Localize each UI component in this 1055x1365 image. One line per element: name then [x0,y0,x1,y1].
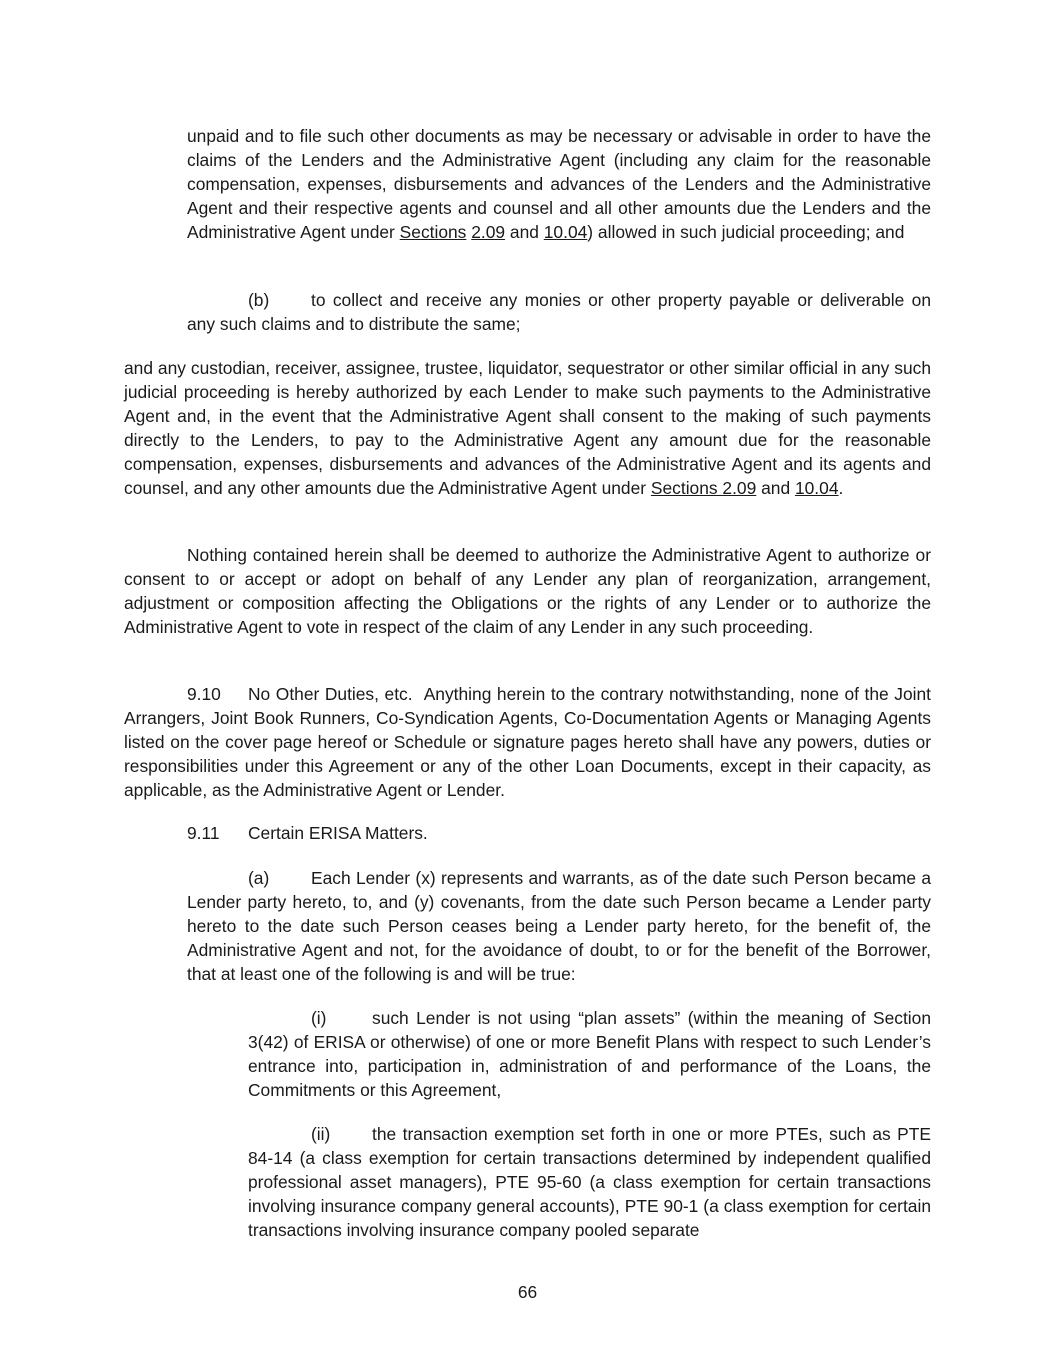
clause-label: (i) [311,1008,327,1028]
clause-label: (b) [248,290,270,310]
paragraph-claims-continuation [187,124,931,244]
clause-text: the transaction exemption set forth in one or more PTEs, such as PTE 84-14 (a class exemption for certain transactions determined by independent qualified professional asset managers), PTE 95-60 (a class exemption for certain transactions involving insurance company general accounts), PTE 90-1 (a class exemption for certain transactions involving insurance company pooled separate [248,1124,931,1240]
section-reference-10-04: 10.04 [794,478,839,498]
section-heading: Certain ERISA Matters. [248,823,428,843]
paragraph-text: unpaid and to file such other documents as may be necessary or advisable in order to have the claims of the Lenders and the Administrative Agent (including any claim for the reasonable compensation, expenses, disbursements and advances of the Lenders and the Administrative Agent and their respective agents and counsel and all other amounts due the Lenders and the Administrative Agent under [187,126,931,242]
paragraph-text: and any custodian, receiver, assignee, trustee, liquidator, sequestrator or other similar official in any such judicial proceeding is hereby authorized by each Lender to make such payments to the Administrative Agent and, in the event that the Administrative Agent shall consent to the making of such payments directly to the Lenders, to pay to the Administrative Agent any amount due for the reasonable compensation, expenses, disbursements and advances of the Administrative Agent and its agents and counsel, and any other amounts due the Administrative Agent under [124,358,931,498]
section-heading: No Other Duties, etc. [248,684,413,704]
clause-ii [248,1122,931,1242]
section-reference: Sections [399,222,467,242]
paragraph-custodian [124,356,931,500]
section-number: 9.10 [187,684,221,704]
clause-i [248,1006,931,1102]
paragraph-text: ) allowed in such judicial proceeding; and [587,222,905,242]
section-9-10 [124,682,931,802]
section-reference-10-04: 10.04 [543,222,588,242]
page-number: 66 [517,1282,538,1302]
section-reference-2-09: 2.09 [471,222,506,242]
clause-a [187,866,931,986]
clause-b [187,288,931,336]
section-text: Anything herein to the contrary notwithstanding, none of the Joint Arrangers, Joint Book Runners, Co-Syndication Agents, Co-Documentation Agents or Managing Agents listed on the cover page hereof or Schedule or signature pages hereto shall have any powers, duties or responsibilities under this Agreement or any of the other Loan Documents, except in their capacity, as applicable, as the Administrative Agent or Lender. [124,684,932,800]
conjunction: and [505,222,544,242]
conjunction: and [756,478,795,498]
section-9-11 [187,821,931,845]
clause-label: (ii) [311,1124,331,1144]
section-number: 9.11 [187,823,220,843]
clause-text: such Lender is not using “plan assets” (within the meaning of Section 3(42) of ERISA or otherwise) of one or more Benefit Plans with respect to such Lender’s entrance into, participation in, administration of and performance of the Loans, the Commitments or this Agreement, [248,1008,931,1100]
clause-text: Each Lender (x) represents and warrants, as of the date such Person became a Lender party hereto, to, and (y) covenants, from the date such Person became a Lender party hereto to the date such Person ceases being a Lender party hereto, for the benefit of, the Administrative Agent and not, for the avoidance of doubt, to or for the benefit of the Borrower, that at least one of the following is and will be true: [187,868,931,984]
section-reference-2-09: Sections 2.09 [650,478,757,498]
paragraph-nothing-contained [124,543,931,639]
clause-label: (a) [248,868,270,888]
clause-text: to collect and receive any monies or other property payable or deliverable on any such claims and to distribute the same; [187,290,931,334]
paragraph-text: Nothing contained herein shall be deemed to authorize the Administrative Agent to authorize or consent to or accept or adopt on behalf of any Lender any plan of reorganization, arrangement, adjustment or composition affecting the Obligations or the rights of any Lender or to authorize the Administrative Agent to vote in respect of the claim of any Lender in any such proceeding. [124,545,931,637]
punctuation: . [838,478,844,498]
